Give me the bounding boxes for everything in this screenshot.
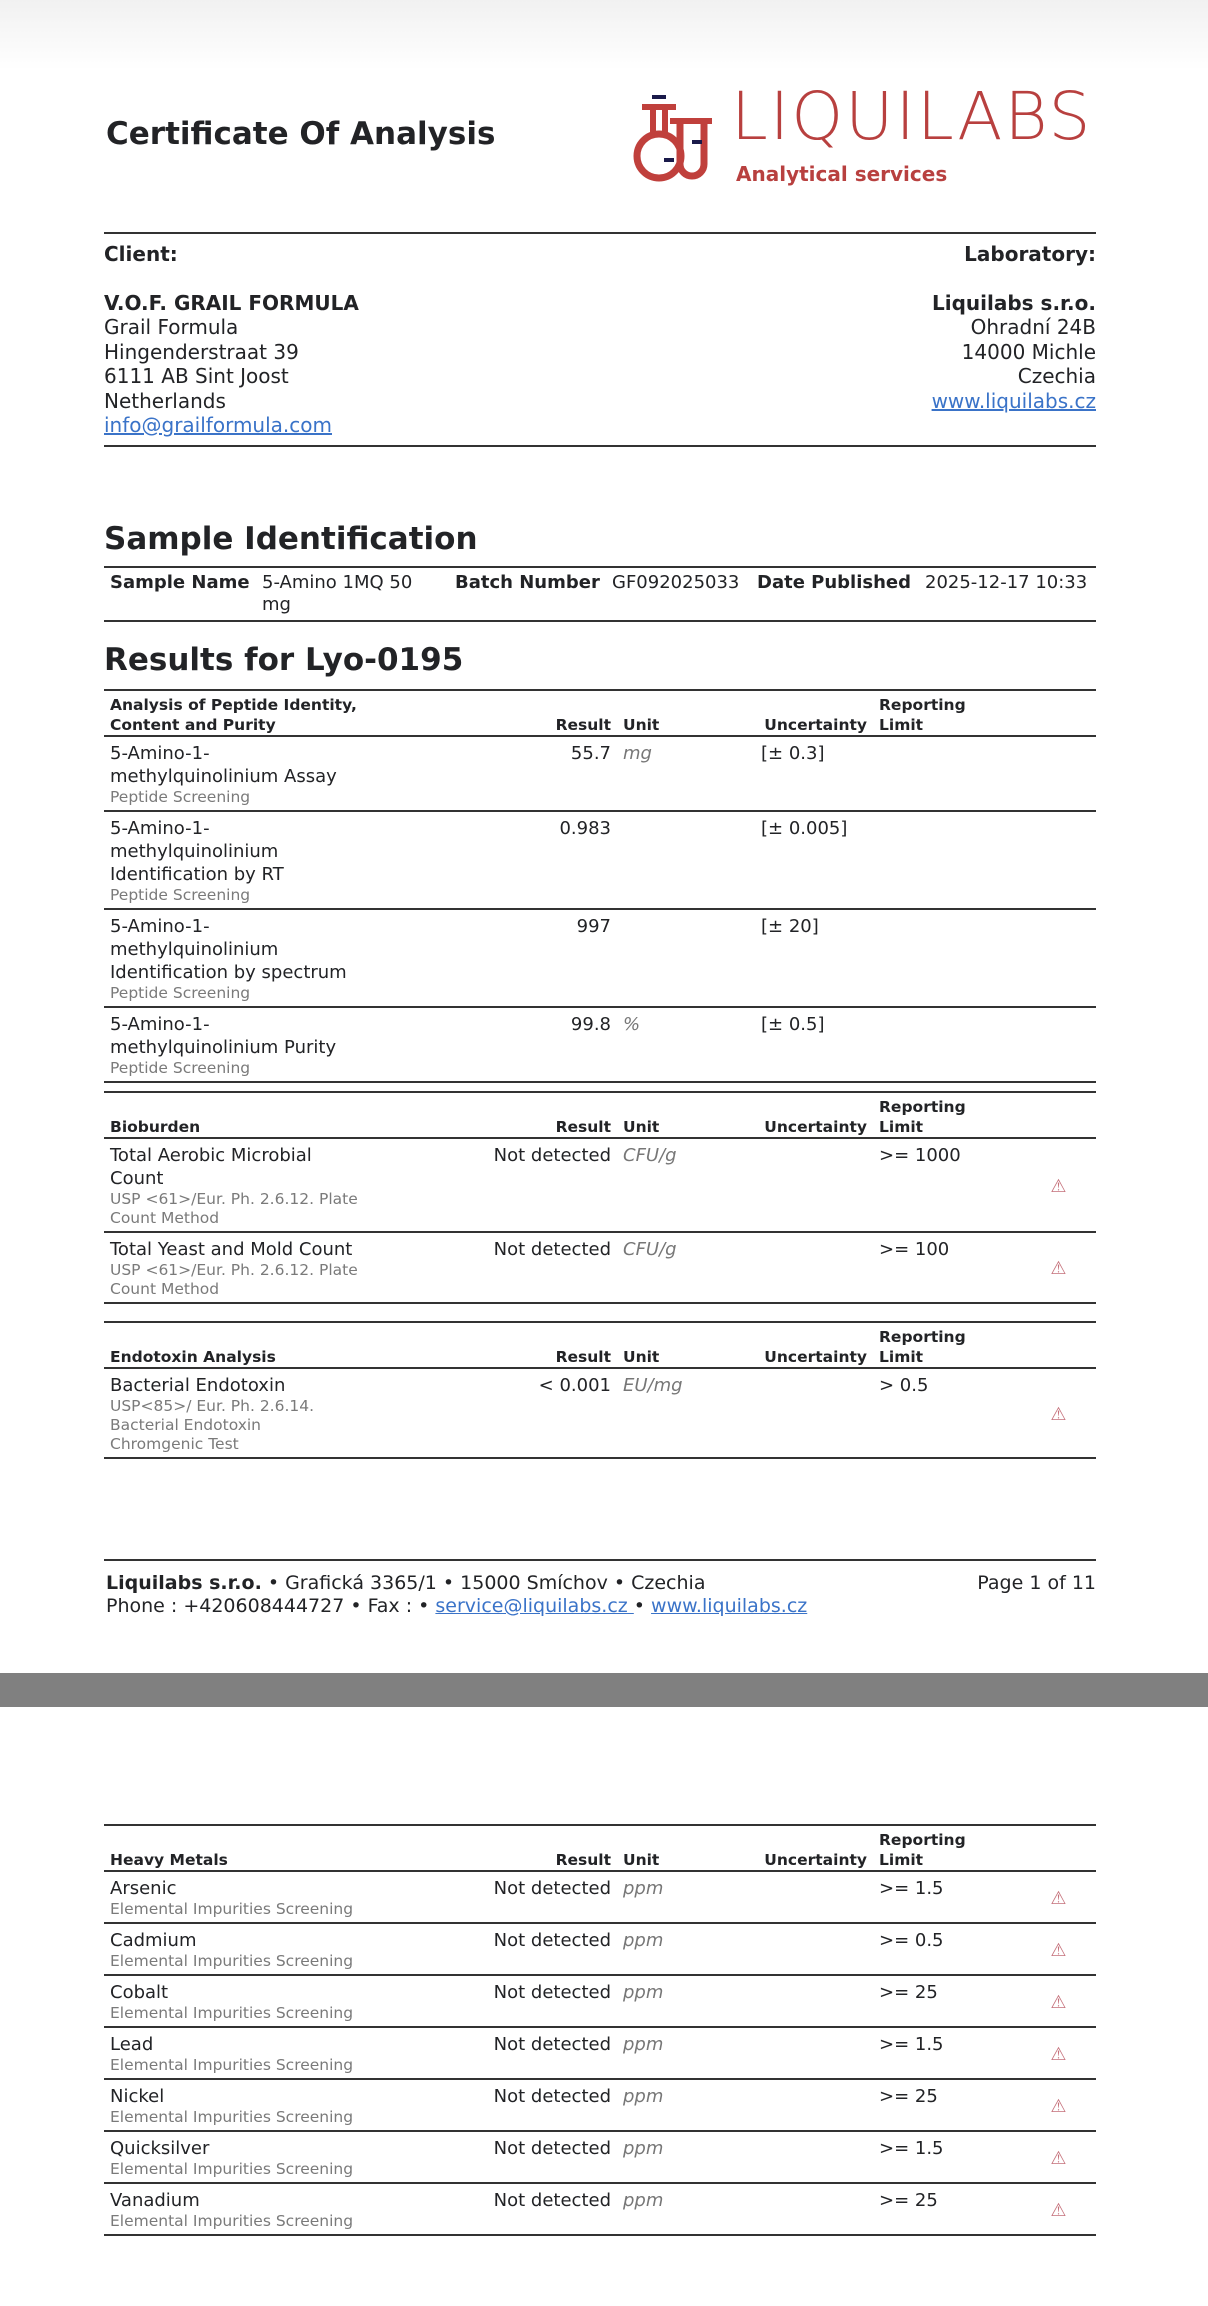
flag-cell [1021, 1923, 1096, 1975]
table-row [104, 2131, 1096, 2183]
warning-triangle-icon: ⚠ [1050, 2199, 1067, 2221]
analyte-method: Peptide Screening [110, 1059, 251, 1077]
analyte-name: 5-Amino-1-methylquinolinium Identification by spectrum [110, 916, 347, 983]
divider [104, 445, 1096, 447]
date-published-label: Date Published [757, 572, 912, 593]
reporting-limit-value: >= 1.5 [879, 2034, 944, 2055]
result-value: Not detected [493, 1930, 611, 1951]
analyte-name: Nickel [110, 2086, 165, 2107]
laboratory-website-link[interactable]: www.liquilabs.cz [931, 388, 1096, 413]
column-header-reporting-limit: Reporting Limit [879, 1831, 966, 1869]
column-header-uncertainty: Uncertainty [764, 1348, 867, 1366]
laboratory-name: Liquilabs s.r.o. [932, 290, 1096, 315]
footer-address: • Grafická 3365/1 • 15000 Smíchov • Czechia [261, 1572, 706, 1594]
uncertainty-value [755, 1368, 873, 1458]
unit-value: CFU/g [623, 1239, 677, 1260]
result-value: 997 [576, 916, 611, 937]
reporting-limit-value [873, 909, 1021, 1007]
result-value: Not detected [493, 1878, 611, 1899]
client-line: Netherlands [104, 388, 226, 413]
page-top-shadow [0, 0, 1208, 70]
column-header-unit: Unit [623, 1348, 660, 1366]
uncertainty-value: [± 20] [761, 916, 819, 937]
analyte-name: Bacterial Endotoxin [110, 1375, 286, 1396]
analyte-method: Elemental Impurities Screening [110, 2108, 354, 2126]
table-row [104, 1975, 1096, 2027]
column-header-unit: Unit [623, 1851, 660, 1869]
flag-cell [1021, 1232, 1096, 1303]
analyte-cell [104, 2131, 364, 2183]
laboratory-label: Laboratory: [964, 242, 1096, 266]
table-row [104, 1923, 1096, 1975]
footer-email-link[interactable]: service@liquilabs.cz [435, 1595, 634, 1617]
results-table [104, 1091, 1096, 1304]
laboratory-line: 14000 Michle [961, 339, 1096, 364]
column-header-unit: Unit [623, 1118, 660, 1136]
table-row [104, 1368, 1096, 1458]
analyte-cell [104, 1007, 364, 1082]
batch-number-value: GF092025033 [612, 572, 740, 593]
result-value: Not detected [493, 1982, 611, 2003]
warning-triangle-icon: ⚠ [1050, 1403, 1067, 1425]
flag-cell [1021, 1368, 1096, 1458]
column-header-flag [1021, 1092, 1096, 1138]
analyte-cell [104, 1138, 364, 1232]
column-header-result: Result [555, 1118, 611, 1136]
sample-identification-table [104, 566, 1096, 622]
results-table [104, 1321, 1096, 1459]
lab-flask-icon [628, 88, 728, 188]
warning-triangle-icon: ⚠ [1050, 1939, 1067, 1961]
reporting-limit-value: >= 100 [879, 1239, 950, 1260]
result-value: Not detected [493, 2034, 611, 2055]
analyte-method: Elemental Impurities Screening [110, 1900, 354, 1918]
flag-cell [1021, 2131, 1096, 2183]
reporting-limit-value: >= 25 [879, 2190, 938, 2211]
reporting-limit-value: >= 1000 [879, 1145, 961, 1166]
flag-cell [1021, 909, 1096, 1007]
column-header-flag [1021, 690, 1096, 736]
client-block [104, 242, 359, 438]
column-header-result: Result [555, 1348, 611, 1366]
analyte-method: USP <61>/Eur. Ph. 2.6.12. Plate Count Method [110, 1261, 358, 1298]
warning-triangle-icon: ⚠ [1050, 2095, 1067, 2117]
flag-cell [1021, 1871, 1096, 1923]
uncertainty-value: [± 0.3] [761, 743, 825, 764]
column-header-uncertainty: Uncertainty [764, 716, 867, 734]
column-header-reporting-limit: Reporting Limit [879, 696, 966, 734]
analyte-cell [104, 1923, 364, 1975]
uncertainty-value: [± 0.5] [761, 1014, 825, 1035]
unit-value: ppm [623, 1930, 664, 1951]
client-line: Grail Formula [104, 315, 239, 339]
analyte-cell [104, 2027, 364, 2079]
divider [104, 232, 1096, 234]
uncertainty-value [755, 2027, 873, 2079]
liquilabs-logo [628, 78, 1098, 188]
logo-tagline: Analytical services [736, 162, 948, 186]
analyte-method: Elemental Impurities Screening [110, 2160, 354, 2178]
table-title: Endotoxin Analysis [110, 1348, 276, 1366]
analyte-name: Vanadium [110, 2190, 200, 2211]
analyte-name: Arsenic [110, 1878, 177, 1899]
laboratory-line: Czechia [1017, 364, 1096, 388]
analyte-method: Elemental Impurities Screening [110, 2212, 354, 2230]
reporting-limit-value: >= 1.5 [879, 2138, 944, 2159]
analyte-cell [104, 811, 364, 909]
warning-triangle-icon: ⚠ [1050, 1991, 1067, 2013]
warning-triangle-icon: ⚠ [1050, 2043, 1067, 2065]
page-footer [106, 1572, 1096, 1618]
analyte-method: Peptide Screening [110, 788, 251, 806]
flag-cell [1021, 1138, 1096, 1232]
reporting-limit-value: >= 0.5 [879, 1930, 944, 1951]
analyte-name: Cobalt [110, 1982, 169, 2003]
unit-value: % [623, 1014, 641, 1035]
analyte-name: Cadmium [110, 1930, 197, 1951]
reporting-limit-value: > 0.5 [879, 1375, 929, 1396]
page-break-separator [0, 1673, 1208, 1707]
table-title: Heavy Metals [110, 1851, 228, 1869]
result-value: 99.8 [570, 1014, 611, 1035]
date-published-value: 2025-12-17 10:33 [925, 572, 1088, 593]
uncertainty-value [755, 2079, 873, 2131]
table-title: Bioburden [110, 1118, 201, 1136]
column-header-uncertainty: Uncertainty [764, 1851, 867, 1869]
flag-cell [1021, 2027, 1096, 2079]
laboratory-line: Ohradní 24B [970, 315, 1096, 339]
analyte-cell [104, 736, 364, 811]
result-value: 55.7 [570, 743, 611, 764]
uncertainty-value [755, 2183, 873, 2235]
footer-website-link[interactable]: www.liquilabs.cz [651, 1595, 808, 1617]
unit-value: CFU/g [623, 1145, 677, 1166]
sample-name-value: 5-Amino 1MQ 50 mg [262, 572, 413, 615]
warning-triangle-icon: ⚠ [1050, 1887, 1067, 1909]
sample-identification-heading: Sample Identification [104, 521, 478, 557]
sample-name-label: Sample Name [110, 572, 250, 593]
flag-cell [1021, 2079, 1096, 2131]
result-value: Not detected [493, 2138, 611, 2159]
table-row [104, 736, 1096, 811]
uncertainty-value [755, 1923, 873, 1975]
analyte-name: Total Aerobic Microbial Count [110, 1145, 312, 1189]
column-header-flag [1021, 1825, 1096, 1871]
result-value: Not detected [493, 2086, 611, 2107]
client-line: 6111 AB Sint Joost [104, 364, 289, 388]
unit-value: ppm [623, 2034, 664, 2055]
unit-value: ppm [623, 2086, 664, 2107]
uncertainty-value [755, 2131, 873, 2183]
analyte-name: 5-Amino-1-methylquinolinium Assay [110, 743, 337, 787]
reporting-limit-value: >= 25 [879, 2086, 938, 2107]
table-header-row [104, 1825, 1096, 1871]
uncertainty-value [755, 1871, 873, 1923]
flag-cell [1021, 1007, 1096, 1082]
analyte-method: Elemental Impurities Screening [110, 1952, 354, 1970]
unit-value: EU/mg [623, 1375, 683, 1396]
flag-cell [1021, 736, 1096, 811]
unit-value [617, 909, 755, 1007]
results-table [104, 689, 1096, 1083]
analyte-cell [104, 1871, 364, 1923]
result-value: < 0.001 [538, 1375, 611, 1396]
uncertainty-value [755, 1138, 873, 1232]
table-row [104, 2079, 1096, 2131]
table-row [104, 1232, 1096, 1303]
unit-value [617, 811, 755, 909]
uncertainty-value [755, 1232, 873, 1303]
analyte-method: USP <61>/Eur. Ph. 2.6.12. Plate Count Method [110, 1190, 358, 1227]
column-header-uncertainty: Uncertainty [764, 1118, 867, 1136]
reporting-limit-value: >= 25 [879, 1982, 938, 2003]
result-value: Not detected [493, 2190, 611, 2211]
flag-cell [1021, 1975, 1096, 2027]
analyte-name: Lead [110, 2034, 154, 2055]
page-number: Page 1 of 11 [977, 1572, 1096, 1594]
table-row [104, 811, 1096, 909]
warning-triangle-icon: ⚠ [1050, 2147, 1067, 2169]
analyte-name: Total Yeast and Mold Count [110, 1239, 353, 1260]
unit-value: ppm [623, 2190, 664, 2211]
client-label: Client: [104, 242, 178, 266]
column-header-flag [1021, 1322, 1096, 1368]
table-header-row [104, 690, 1096, 736]
table-row [104, 909, 1096, 1007]
column-header-reporting-limit: Reporting Limit [879, 1328, 966, 1366]
analyte-method: Peptide Screening [110, 984, 251, 1002]
analyte-method: Peptide Screening [110, 886, 251, 904]
analyte-method: Elemental Impurities Screening [110, 2056, 354, 2074]
table-title: Analysis of Peptide Identity, Content and Purity [110, 696, 357, 734]
analyte-cell [104, 1975, 364, 2027]
unit-value: ppm [623, 2138, 664, 2159]
result-value: Not detected [493, 1145, 611, 1166]
analyte-cell [104, 909, 364, 1007]
table-header-row [104, 1092, 1096, 1138]
column-header-result: Result [555, 716, 611, 734]
column-header-reporting-limit: Reporting Limit [879, 1098, 966, 1136]
analyte-cell [104, 2183, 364, 2235]
flag-cell [1021, 2183, 1096, 2235]
results-table [104, 1824, 1096, 2236]
table-row [104, 1871, 1096, 1923]
document-title: Certificate Of Analysis [106, 116, 496, 152]
analyte-name: Quicksilver [110, 2138, 210, 2159]
laboratory-block [700, 242, 1096, 413]
analyte-name: 5-Amino-1-methylquinolinium Identification by RT [110, 818, 284, 885]
results-heading: Results for Lyo-0195 [104, 642, 464, 678]
analyte-method: Elemental Impurities Screening [110, 2004, 354, 2022]
logo-wordmark: LIQUILABS [731, 78, 1093, 155]
result-value: Not detected [493, 1239, 611, 1260]
uncertainty-value [755, 1975, 873, 2027]
unit-value: ppm [623, 1878, 664, 1899]
unit-value: ppm [623, 1982, 664, 2003]
batch-number-label: Batch Number [455, 572, 600, 593]
analyte-name: 5-Amino-1-methylquinolinium Purity [110, 1014, 337, 1058]
table-row [104, 1007, 1096, 1082]
result-value: 0.983 [559, 818, 611, 839]
table-row [104, 2027, 1096, 2079]
client-line: Hingenderstraat 39 [104, 339, 299, 364]
analyte-cell [104, 1232, 364, 1303]
column-header-result: Result [555, 1851, 611, 1869]
table-header-row [104, 1322, 1096, 1368]
client-name: V.O.F. GRAIL FORMULA [104, 290, 359, 315]
footer-separator: • [633, 1595, 652, 1617]
footer-company: Liquilabs s.r.o. [106, 1572, 262, 1594]
table-row [104, 2183, 1096, 2235]
warning-triangle-icon: ⚠ [1050, 1258, 1067, 1279]
uncertainty-value: [± 0.005] [761, 818, 848, 839]
footer-divider [104, 1559, 1096, 1561]
column-header-unit: Unit [623, 716, 660, 734]
client-email-link[interactable]: info@grailformula.com [104, 413, 332, 437]
analyte-method: USP<85>/ Eur. Ph. 2.6.14. Bacterial Endotoxin Chromgenic Test [110, 1397, 315, 1453]
unit-value: mg [623, 743, 652, 764]
analyte-cell [104, 2079, 364, 2131]
table-row [104, 1138, 1096, 1232]
reporting-limit-value [873, 1007, 1021, 1082]
reporting-limit-value [873, 811, 1021, 909]
analyte-cell [104, 1368, 364, 1458]
reporting-limit-value [873, 736, 1021, 811]
warning-triangle-icon: ⚠ [1050, 1175, 1067, 1197]
reporting-limit-value: >= 1.5 [879, 1878, 944, 1899]
flag-cell [1021, 811, 1096, 909]
footer-phone-fax: Phone : +420608444727 • Fax : • [106, 1595, 436, 1617]
